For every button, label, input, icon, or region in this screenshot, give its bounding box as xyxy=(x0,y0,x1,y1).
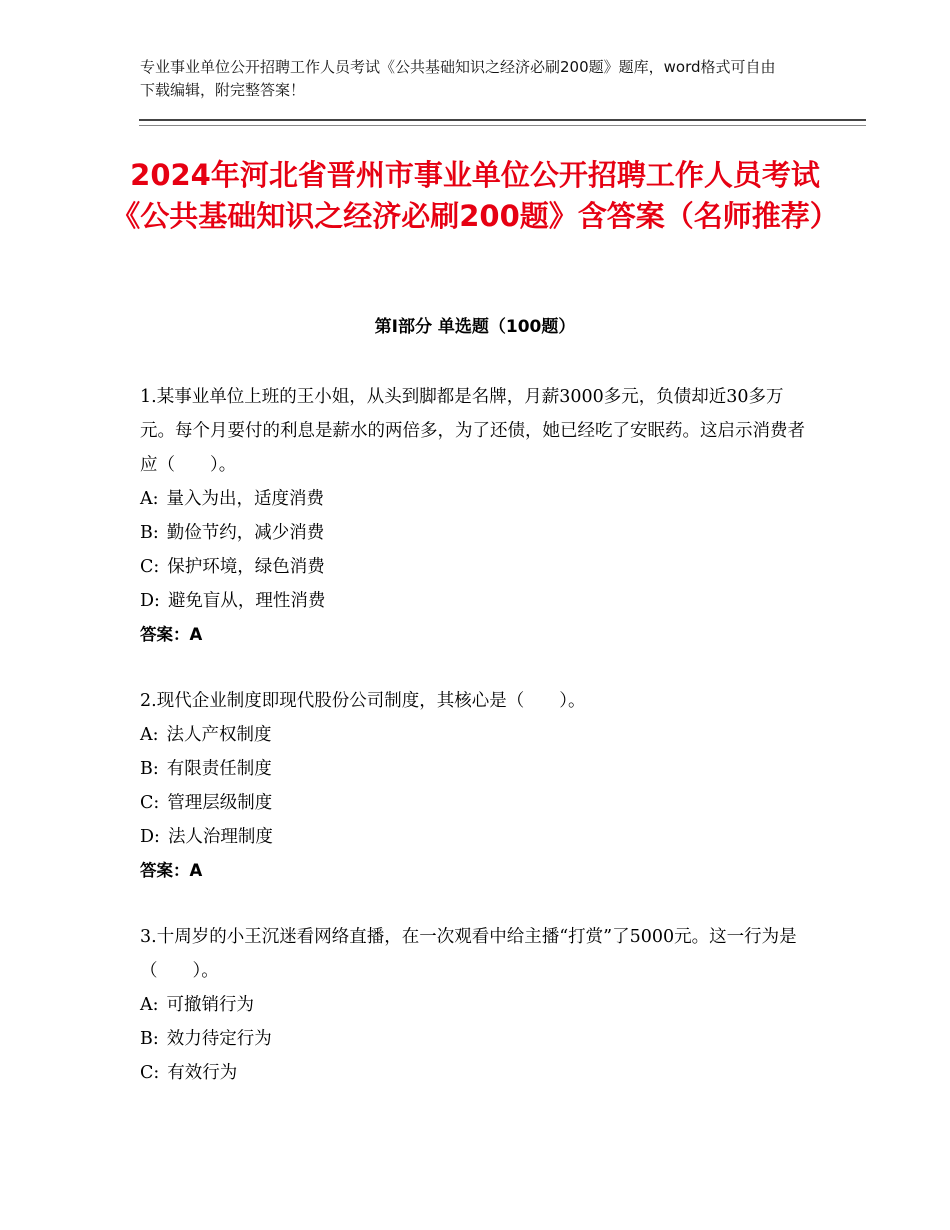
option-d xyxy=(140,820,810,854)
question-stem: 1.某事业单位上班的王小姐，从头到脚都是名牌，月薪3000多元，负债却近30多万元。每个月要付的利息是薪水的两倍多，为了还债，她已经吃了安眠药。这启示消费者应（ ）。 xyxy=(140,387,805,475)
option-text: 法人治理制度 xyxy=(167,827,273,847)
option-d xyxy=(140,584,810,618)
option-text: 可撤销行为 xyxy=(166,995,255,1015)
option-c xyxy=(140,1056,810,1090)
option-b xyxy=(140,752,810,786)
option-key: C: xyxy=(140,557,160,577)
option-key: A: xyxy=(140,995,159,1015)
option-text: 保护环境，绿色消费 xyxy=(167,557,325,577)
option-text: 有限责任制度 xyxy=(166,759,272,779)
option-a xyxy=(140,482,810,516)
header-rule-thin xyxy=(139,125,866,126)
option-text: 效力待定行为 xyxy=(166,1029,272,1049)
document-title: 2024年河北省晋州市事业单位公开招聘工作人员考试《公共基础知识之经济必刷200题》含答案（名师推荐） xyxy=(111,158,839,233)
option-key: A: xyxy=(140,725,159,745)
question-1 xyxy=(140,380,810,652)
question-2 xyxy=(140,684,810,888)
option-a xyxy=(140,988,810,1022)
question-3 xyxy=(140,920,810,1090)
answer: 答案：A xyxy=(140,625,203,644)
option-text: 法人产权制度 xyxy=(166,725,272,745)
option-a xyxy=(140,718,810,752)
option-text: 管理层级制度 xyxy=(167,793,273,813)
option-text: 有效行为 xyxy=(167,1063,238,1083)
question-stem: 2.现代企业制度即现代股份公司制度，其核心是（ ）。 xyxy=(140,691,586,711)
option-text: 量入为出，适度消费 xyxy=(166,489,325,509)
option-key: B: xyxy=(140,1029,159,1049)
option-key: D: xyxy=(140,591,160,611)
header-note: 专业事业单位公开招聘工作人员考试《公共基础知识之经济必刷200题》题库，word格式可自由下载编辑，附完整答案！ xyxy=(140,58,776,99)
option-key: A: xyxy=(140,489,159,509)
option-text: 勤俭节约，减少消费 xyxy=(166,523,325,543)
section-heading: 第Ⅰ部分 单选题（100题） xyxy=(374,317,576,337)
option-c xyxy=(140,786,810,820)
option-b xyxy=(140,1022,810,1056)
option-key: C: xyxy=(140,793,160,813)
option-key: C: xyxy=(140,1063,160,1083)
header-rule-thick xyxy=(139,119,866,121)
option-c xyxy=(140,550,810,584)
option-key: B: xyxy=(140,759,159,779)
question-stem: 3.十周岁的小王沉迷看网络直播，在一次观看中给主播“打赏”了5000元。这一行为是（ ）。 xyxy=(140,927,797,981)
option-text: 避免盲从，理性消费 xyxy=(167,591,326,611)
option-b xyxy=(140,516,810,550)
question-list xyxy=(140,380,810,1122)
answer: 答案：A xyxy=(140,861,203,880)
option-key: D: xyxy=(140,827,160,847)
option-key: B: xyxy=(140,523,159,543)
